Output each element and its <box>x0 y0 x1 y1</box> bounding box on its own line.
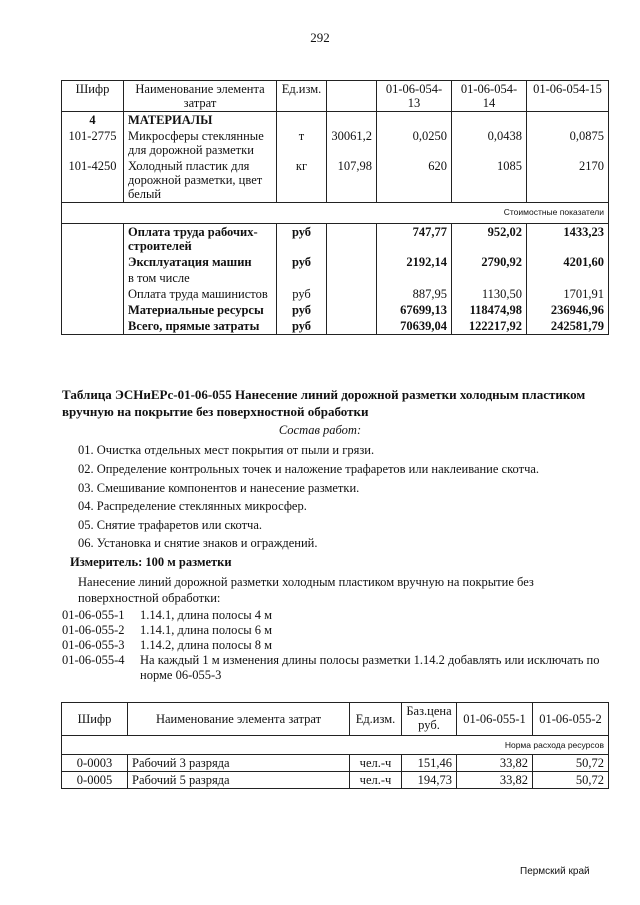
cost-value-15: 242581,79 <box>527 318 609 335</box>
cost-value-15: 236946,96 <box>527 302 609 318</box>
header-unit: Ед.изм. <box>350 703 402 736</box>
list-item <box>60 638 608 653</box>
resource-table-054 <box>61 80 609 335</box>
cost-value-14: 952,02 <box>452 224 527 255</box>
operation-item: 02. Определение контрольных точек и наложение трафаретов или наклеивание скотча. <box>78 462 540 476</box>
material-value-14: 1085 <box>452 158 527 203</box>
cost-value-14: 118474,98 <box>452 302 527 318</box>
norm-code: 01-06-055-4 <box>62 653 125 667</box>
cost-value-13: 70639,04 <box>377 318 452 335</box>
region-footer: Пермский край <box>520 866 590 877</box>
page-number: 292 <box>310 30 330 45</box>
header-unit: Ед.изм. <box>277 81 327 112</box>
resource-name: Рабочий 3 разряда <box>128 755 350 772</box>
table-row <box>62 302 609 318</box>
table-row <box>62 318 609 335</box>
cost-value-14: 122217,92 <box>452 318 527 335</box>
cost-name: Оплата труда рабочих-строителей <box>124 224 277 255</box>
cost-value-15: 4201,60 <box>527 254 609 270</box>
resource-unit: чел.-ч <box>350 755 402 772</box>
resource-value-2: 50,72 <box>533 772 609 789</box>
norm-label-row <box>62 736 609 755</box>
norm-text: 1.14.1, длина полосы 4 м <box>140 608 273 622</box>
norm-text: На каждый 1 м изменения длины полосы разметки 1.14.2 добавлять или исключать по норме 06-055-3 <box>140 653 600 682</box>
list-item <box>60 653 608 683</box>
table-row <box>62 254 609 270</box>
cost-label: Стоимостные показатели <box>62 203 609 224</box>
table-row <box>62 772 609 789</box>
code-list <box>60 608 608 683</box>
norm-code: 01-06-055-3 <box>62 638 125 652</box>
operation-item: 06. Установка и снятие знаков и ограждений. <box>78 536 318 550</box>
cost-unit: руб <box>277 302 327 318</box>
material-value-13: 620 <box>377 158 452 203</box>
cost-unit: руб <box>277 224 327 255</box>
material-name: Микросферы стеклянные для дорожной разметки <box>124 128 277 158</box>
operation-item: 01. Очистка отдельных мест покрытия от пыли и грязи. <box>78 443 375 457</box>
resource-name: Рабочий 5 разряда <box>128 772 350 789</box>
operation-item: 05. Снятие трафаретов или скотча. <box>78 518 263 532</box>
material-value-15: 0,0875 <box>527 128 609 158</box>
norm-text: 1.14.2, длина полосы 8 м <box>140 638 273 652</box>
material-unit: т <box>277 128 327 158</box>
cost-name: Всего, прямые затраты <box>124 318 277 335</box>
header-col-15: 01-06-054-15 <box>527 81 609 112</box>
list-item <box>60 623 608 638</box>
header-col-13: 01-06-054-13 <box>377 81 452 112</box>
section-row <box>62 112 609 129</box>
table-row <box>62 270 609 286</box>
cost-value-14: 1130,50 <box>452 286 527 302</box>
cost-unit: руб <box>277 254 327 270</box>
material-code: 101-4250 <box>62 158 124 203</box>
table-row <box>62 224 609 255</box>
composition-title: Состав работ: <box>278 423 362 437</box>
header-col-1: 01-06-055-1 <box>457 703 533 736</box>
measure-unit: Измеритель: 100 м разметки <box>70 555 232 569</box>
norm-code: 01-06-055-2 <box>62 623 125 637</box>
material-price: 107,98 <box>327 158 377 203</box>
cost-unit: руб <box>277 318 327 335</box>
norm-code: 01-06-055-1 <box>62 608 125 622</box>
resource-price: 194,73 <box>402 772 457 789</box>
resource-code: 0-0005 <box>62 772 128 789</box>
cost-name: Оплата труда машинистов <box>124 286 277 302</box>
section-number: 4 <box>62 112 124 129</box>
operation-item: 04. Распределение стеклянных микросфер. <box>78 499 307 513</box>
resource-table-055 <box>61 702 609 789</box>
resource-value-1: 33,82 <box>457 755 533 772</box>
cost-label-row <box>62 203 609 224</box>
header-code: Шифр <box>62 703 128 736</box>
cost-value-14: 2790,92 <box>452 254 527 270</box>
header-price <box>327 81 377 112</box>
table-row <box>62 755 609 772</box>
resource-price: 151,46 <box>402 755 457 772</box>
table1-header-row <box>62 81 609 112</box>
table-row <box>62 286 609 302</box>
cost-name: Материальные ресурсы <box>124 302 277 318</box>
material-code: 101-2775 <box>62 128 124 158</box>
material-value-13: 0,0250 <box>377 128 452 158</box>
cost-value-13: 747,77 <box>377 224 452 255</box>
material-value-15: 2170 <box>527 158 609 203</box>
norm-label: Норма расхода ресурсов <box>62 736 609 755</box>
material-unit: кг <box>277 158 327 203</box>
resource-value-2: 50,72 <box>533 755 609 772</box>
material-name: Холодный пластик для дорожной разметки, цвет белый <box>124 158 277 203</box>
cost-value-15: 1433,23 <box>527 224 609 255</box>
table-row <box>62 128 609 158</box>
header-name: Наименование элемента затрат <box>124 81 277 112</box>
header-base-price: Баз.цена руб. <box>402 703 457 736</box>
resource-unit: чел.-ч <box>350 772 402 789</box>
header-code: Шифр <box>62 81 124 112</box>
header-name: Наименование элемента затрат <box>128 703 350 736</box>
operation-item: 03. Смешивание компонентов и нанесение разметки. <box>78 481 360 495</box>
cost-name: Эксплуатация машин <box>124 254 277 270</box>
resource-value-1: 33,82 <box>457 772 533 789</box>
cost-unit: руб <box>277 286 327 302</box>
cost-value-13: 887,95 <box>377 286 452 302</box>
work-description: Нанесение линий дорожной разметки холодным пластиком вручную на покрытие без поверхностной обработки: <box>78 575 534 605</box>
section-title: Таблица ЭСНиЕРс-01-06-055 Нанесение линий дорожной разметки холодным пластиком вручную на покрытие без поверхностной обработки <box>62 387 586 419</box>
norm-text: 1.14.1, длина полосы 6 м <box>140 623 273 637</box>
resource-code: 0-0003 <box>62 755 128 772</box>
header-col-14: 01-06-054-14 <box>452 81 527 112</box>
header-col-2: 01-06-055-2 <box>533 703 609 736</box>
cost-value-13: 2192,14 <box>377 254 452 270</box>
cost-value-13: 67699,13 <box>377 302 452 318</box>
section-title: МАТЕРИАЛЫ <box>124 112 277 129</box>
table-row <box>62 158 609 203</box>
material-price: 30061,2 <box>327 128 377 158</box>
cost-name: в том числе <box>124 270 277 286</box>
cost-value-15: 1701,91 <box>527 286 609 302</box>
material-value-14: 0,0438 <box>452 128 527 158</box>
list-item <box>60 608 608 623</box>
table2-header-row <box>62 703 609 736</box>
